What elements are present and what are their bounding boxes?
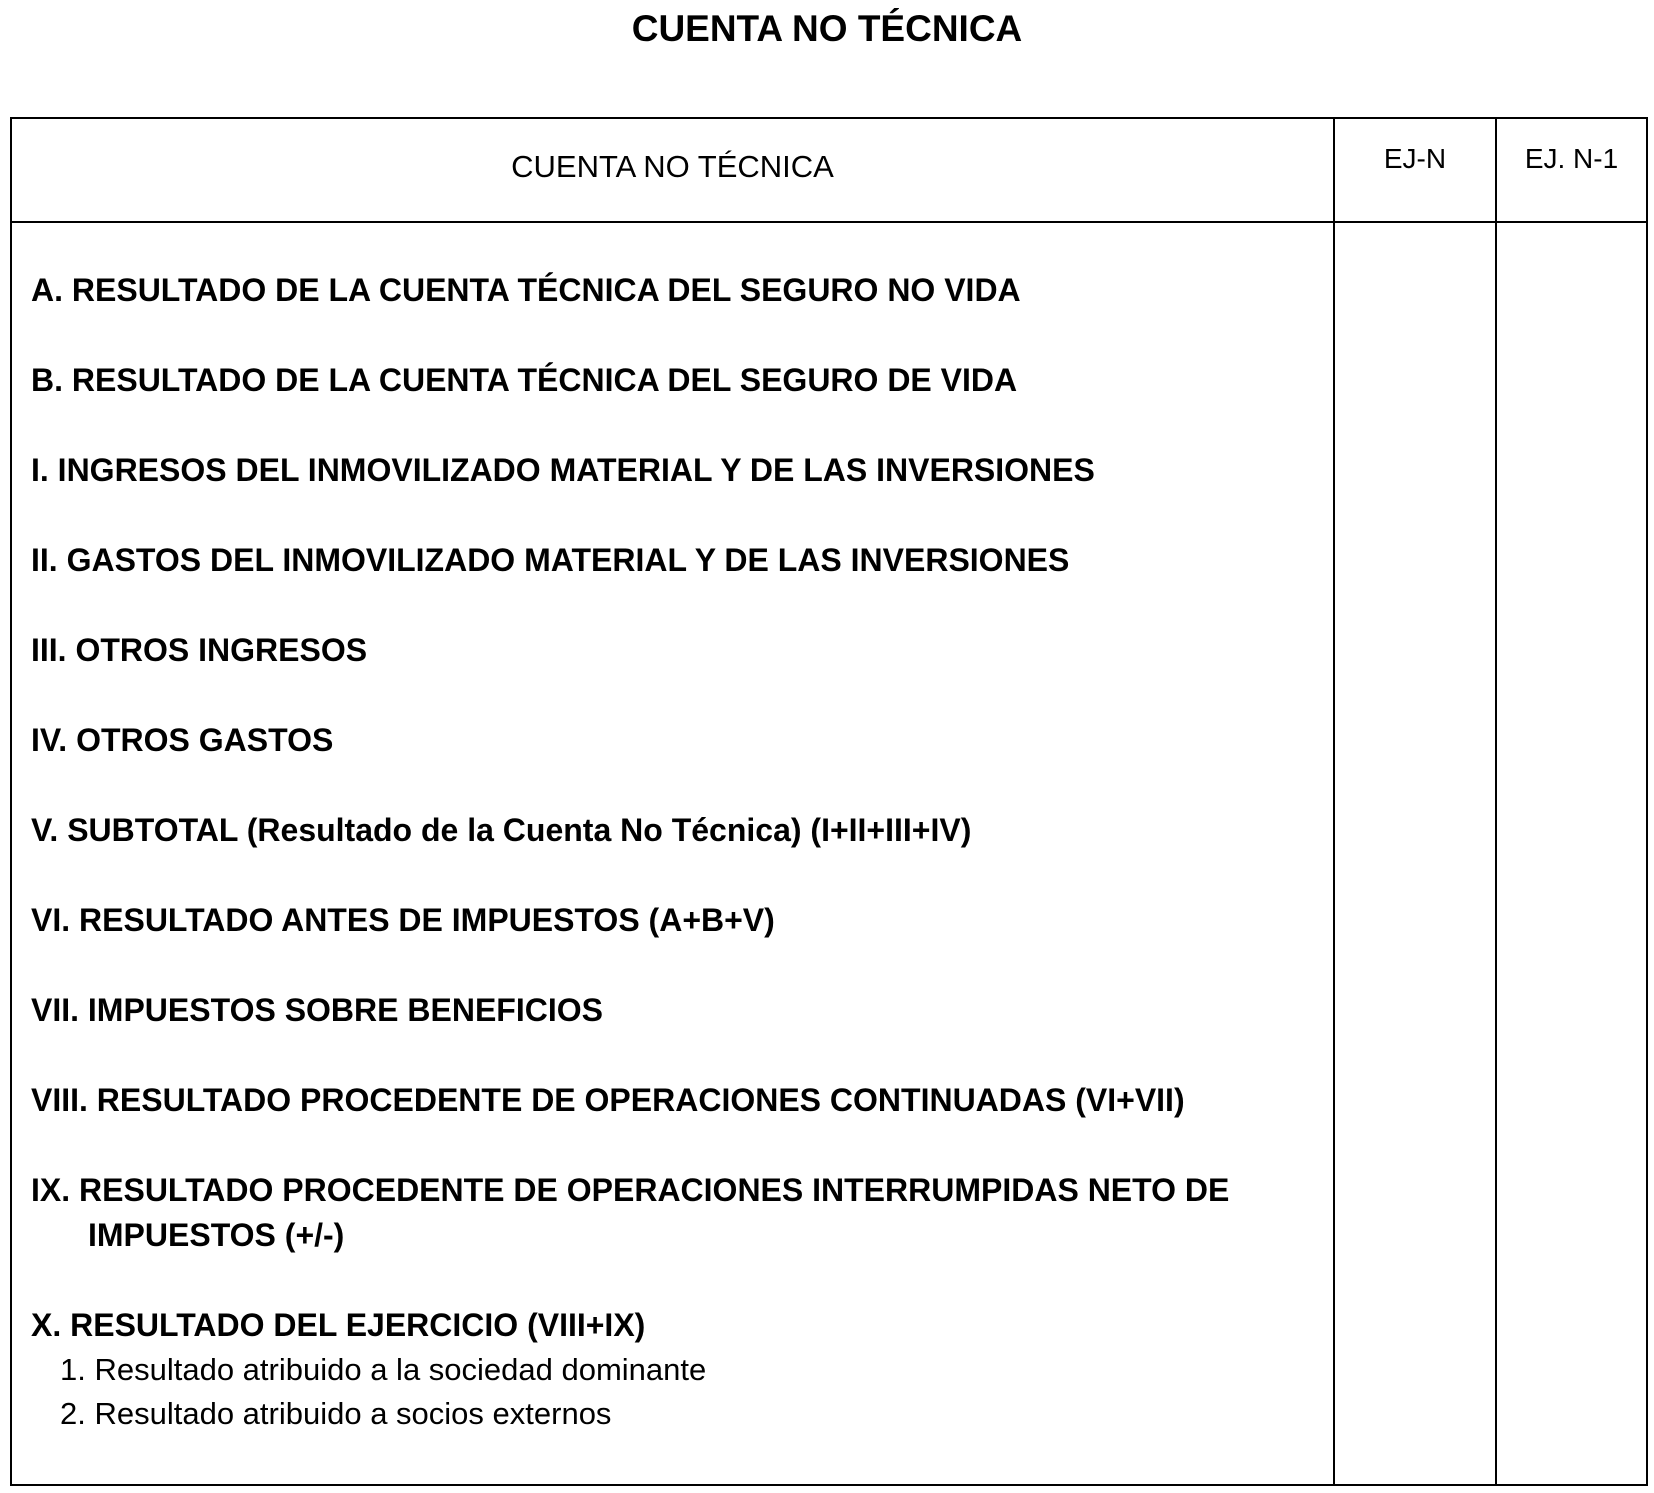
page-title: CUENTA NO TÉCNICA	[631, 8, 1023, 49]
line-item-i: I. INGRESOS DEL INMOVILIZADO MATERIAL Y DE LAS INVERSIONES	[31, 452, 1095, 488]
table-header-row	[11, 118, 1647, 222]
line-item-v: V. SUBTOTAL (Resultado de la Cuenta No Técnica) (I+II+III+IV)	[31, 812, 972, 848]
concept-column-header: CUENTA NO TÉCNICA	[11, 118, 1334, 222]
line-item-iv: IV. OTROS GASTOS	[31, 722, 334, 758]
line-items-list	[12, 223, 1333, 1436]
line-item-x: X. RESULTADO DEL EJERCICIO (VIII+IX)	[31, 1307, 646, 1343]
concept-cell	[11, 222, 1334, 1485]
line-item-vii: VII. IMPUESTOS SOBRE BENEFICIOS	[31, 992, 603, 1028]
ej-n1-values-cell	[1496, 222, 1647, 1485]
line-item-a: A. RESULTADO DE LA CUENTA TÉCNICA DEL SEGURO NO VIDA	[31, 272, 1021, 308]
subitem-external-partners: 2. Resultado atribuido a socios externos	[60, 1396, 612, 1431]
ej-n-values-cell	[1334, 222, 1496, 1485]
line-item-vi: VI. RESULTADO ANTES DE IMPUESTOS (A+B+V)	[31, 902, 775, 938]
line-item-ii: II. GASTOS DEL INMOVILIZADO MATERIAL Y DE LAS INVERSIONES	[31, 542, 1070, 578]
table-body-row	[11, 222, 1647, 1485]
line-item-iii: III. OTROS INGRESOS	[31, 632, 368, 668]
ej-n-column-header: EJ-N	[1334, 118, 1496, 222]
line-item-ix: IX. RESULTADO PROCEDENTE DE OPERACIONES INTERRUMPIDAS NETO DE IMPUESTOS (+/-)	[31, 1172, 1230, 1253]
subitem-parent-company: 1. Resultado atribuido a la sociedad dominante	[60, 1352, 707, 1387]
ej-n1-column-header: EJ. N-1	[1496, 118, 1647, 222]
line-item-b: B. RESULTADO DE LA CUENTA TÉCNICA DEL SEGURO DE VIDA	[31, 362, 1018, 398]
non-technical-account-table	[10, 117, 1648, 1486]
line-item-viii: VIII. RESULTADO PROCEDENTE DE OPERACIONES CONTINUADAS (VI+VII)	[31, 1082, 1185, 1118]
